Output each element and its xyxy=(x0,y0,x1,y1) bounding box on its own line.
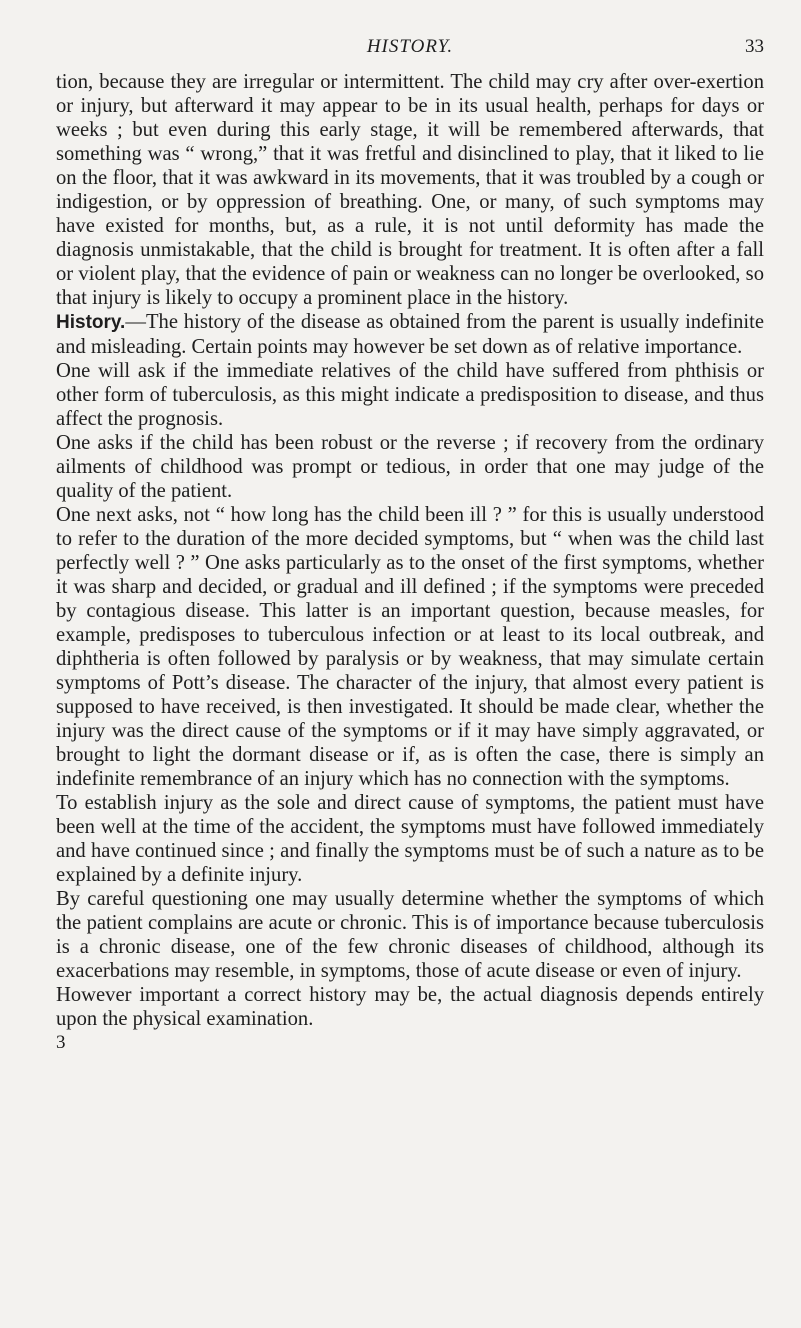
paragraph-continued: tion, because they are irregular or intermittent. The child may cry after over-exertion or injury, but afterward it may appear to be in its usual health, perhaps for days or weeks ; but even during this early stage, it will be remembered afterwards, that something was “ wrong,” that it was fretful and disinclined to play, that it liked to lie on the floor, that it was awkward in its movements, that it was troubled by a cough or indigestion, or by oppression of breathing. One, or many, of such symptoms may have existed for months, but, as a rule, it is not until deformity has made the diagnosis unmistakable, that the child is brought for treatment. It is often after a fall or violent play, that the evidence of pain or weakness can no longer be overlooked, so that injury is likely to occupy a prominent place in the history. xyxy=(56,71,764,309)
page-number: 33 xyxy=(745,36,764,57)
paragraph: By careful questioning one may usually determine whether the symptoms of which the patient complains are acute or chronic. This is of importance because tuberculosis is a chronic disease, one of the few chronic diseases of childhood, although its exacerbations may resemble, in symptoms, those of acute disease or even of injury. xyxy=(56,888,764,982)
paragraph: To establish injury as the sole and direct cause of symptoms, the patient must have been well at the time of the accident, the symptoms must have followed immediately and have continued since ; and finally the symptoms must be of such a nature as to be explained by a definite injury. xyxy=(56,792,764,886)
body-text xyxy=(56,70,764,1031)
paragraph: One will ask if the immediate relatives of the child have suffered from phthisis or other form of tuberculosis, as this might indicate a predisposition to disease, and thus affect the prognosis. xyxy=(56,360,764,430)
paragraph: One asks if the child has been robust or the reverse ; if recovery from the ordinary ailments of childhood was prompt or tedious, in order that one may judge of the quality of the patient. xyxy=(56,432,764,502)
running-title: HISTORY. xyxy=(366,36,454,57)
paragraph: One next asks, not “ how long has the child been ill ? ” for this is usually understood to refer to the duration of the more decided symptoms, but “ when was the child last perfectly well ? ” One asks particularly as to the onset of the first symptoms, whether it was sharp and decided, or gradual and ill defined ; if the symptoms were preceded by contagious disease. This latter is an important question, because measles, for example, predisposes to tuberculous infection or at least to its local outbreak, and diphtheria is often followed by paralysis or by weakness, that may simulate certain symptoms of Pott’s disease. The character of the injury, that almost every patient is supposed to have received, is then investigated. It should be made clear, whether the injury was the direct cause of the symptoms or if it may have simply aggravated, or brought to light the dormant disease or if, as is often the case, there is simply an indefinite remembrance of an injury which has no connection with the symptoms. xyxy=(56,504,764,790)
signature-mark: 3 xyxy=(56,1032,66,1053)
running-head xyxy=(56,36,764,70)
history-heading: History. xyxy=(56,312,126,333)
paragraph-history xyxy=(56,310,764,359)
paragraph: However important a correct history may be, the actual diagnosis depends entirely upon the physical examination. xyxy=(56,984,764,1030)
book-page xyxy=(56,36,764,1055)
history-text: —The history of the disease as obtained from the parent is usually indefinite and misleading. Certain points may however be set down as of relative importance. xyxy=(56,311,764,358)
